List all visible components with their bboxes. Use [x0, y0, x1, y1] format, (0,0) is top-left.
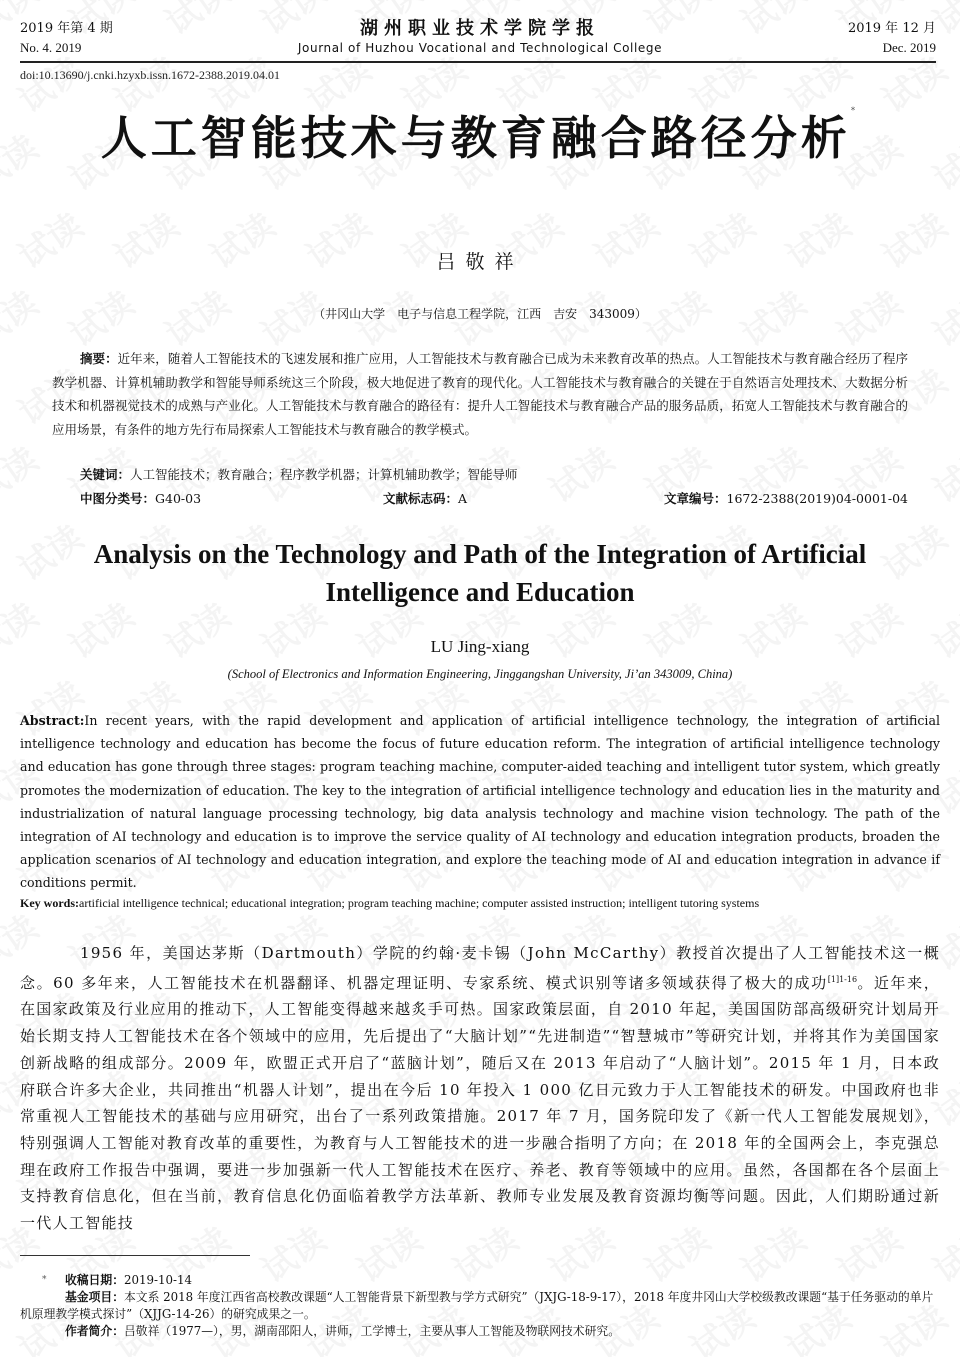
header-divider: [20, 61, 936, 63]
watermark-text: [0, 433, 46, 512]
citation-ref[interactable]: [1]1-16: [827, 974, 858, 984]
keywords-cn: [80, 465, 908, 483]
abstract-en-text: In recent years, with the rapid development and application of artificial intelligence technology, the integration of artificial intelligence technology and education has become the focus of future education reform. The integration of artificial intelligence technology and education has gone through three stages: program teaching machine, computer-aided teaching and intelligent tutor system, which greatly promotes the modernization of education. The key to the integration of artificial intelligence technology and education lies in the maturity and industrialization of natural language processing technology, big data analysis technology and machine vision technology. The path of the integration of AI technology and education is to improve the service quality of AI technology and education integration products, broaden the application scenarios of AI technology and education integration, and explore the teaching mode of AI and education integration in advance if conditions permit.: [20, 713, 940, 891]
article-meta: [80, 489, 908, 509]
received-label: 收稿日期：: [65, 1273, 124, 1287]
affiliation-en: (School of Electronics and Information Engineering, Jinggangshan University, Ji’an 343009, China): [227, 667, 733, 681]
received-value: 2019-10-14: [124, 1273, 193, 1287]
author-bio-label: 作者简介：: [65, 1324, 124, 1338]
date-en: Dec. 2019: [882, 40, 936, 55]
footnote-received: [20, 1272, 940, 1289]
title-text: 人工智能技术与教育融合路径分析: [100, 111, 851, 165]
footnote-divider: [20, 1255, 250, 1256]
clc-number: [80, 489, 201, 507]
doi: doi:10.13690/j.cnki.hzyxb.issn.1672-2388.2019.04.01: [20, 68, 280, 82]
journal-title-cn: 湖州职业技术学院学报: [360, 18, 600, 39]
issue-en: No. 4. 2019: [20, 40, 82, 55]
keywords-en: [20, 896, 940, 911]
body-text-part-2: 。近年来，在国家政策及行业应用的推动下，人工智能变得越来越炙手可热。国家政策层面，自 2010 年起，美国国防部高级研究计划局开始长期支持人工智能技术在各个领域中的应用，先后提出了“大脑计划”“先进制造”“智慧城市”等研究计划，并将其作为美国国家创新战略的组成部分。2009 年，欧盟正式开启了“蓝脑计划”，随后又在 2013 年启动了“人脑计划”。2015 年 1 月，日本政府联合许多大企业，共同推出“机器人计划”，提出在今后 10 年投入 1 000 亿日元致力于人工智能技术的研发。中国政府也非常重视人工智能技术的基础与应用研究，出台了一系列政策措施。2017 年 7 月，国务院印发了《新一代人工智能发展规划》，特别强调人工智能对教育改革的重要性，为教育与人工智能技术的进一步融合指明了方向；在 2018 年的全国两会上，李克强总理在政府工作报告中强调，要进一步加强新一代人工智能技术在医疗、养老、教育等领域中的应用。虽然，各国都在各个层面上支持教育信息化，但在当前，教育信息化仍面临着教学方法革新、教师专业发展及教育资源均衡等问题。因此，人们期盼通过新一代人工智能技: [20, 973, 940, 1233]
date-cn: 2019 年 12 月: [847, 21, 936, 36]
abstract-cn: [52, 347, 908, 441]
footnote-fund: [20, 1289, 940, 1323]
paper-title-cn: [0, 102, 960, 168]
affiliation-cn: （井冈山大学 电子与信息工程学院，江西 吉安 343009）: [313, 307, 647, 321]
abstract-cn-label: 摘要：: [80, 351, 118, 366]
abstract-en: [20, 709, 940, 895]
doc-code-label: 文献标志码：: [383, 491, 459, 506]
abstract-en-label: Abstract:: [20, 713, 85, 728]
footnote-author: [20, 1323, 940, 1340]
abstract-cn-text: 近年来，随着人工智能技术的飞速发展和推广应用，人工智能技术与教育融合已成为未来教育改革的热点。人工智能技术与教育融合经历了程序教学机器、计算机辅助教学和智能导师系统这三个阶段，极大地促进了教育的现代化。人工智能技术与教育融合的关键在于自然语言处理技术、大数据分析技术和机器视觉技术的成熟与产业化。人工智能技术与教育融合的路径有：提升人工智能技术与教育融合产品的服务品质，拓宽人工智能技术与教育融合的应用场景，有条件的地方先行布局探索人工智能技术与教育融合的教学模式。: [52, 351, 908, 437]
title-footnote-marker: *: [850, 106, 860, 116]
doc-code-value: A: [458, 491, 468, 506]
keywords-en-text: artificial intelligence technical; educational integration; program teaching machine; computer assisted instruction; intelligent tutoring systems: [79, 896, 760, 910]
paper-title-en: [20, 535, 940, 611]
fund-value: 本文系 2018 年度江西省高校教改课题“人工智能背景下新型教与学方式研究”（JXJG-18-9-17），2018 年度井冈山大学校级教改课题“基于任务驱动的单片机原理教学模式探讨”（XJJG-14-26）的研究成果之一。: [20, 1290, 934, 1321]
keywords-cn-label: 关键词：: [80, 467, 131, 482]
body-paragraph: [20, 940, 940, 1237]
footnote-marker: *: [42, 1275, 47, 1285]
article-no-value: 1672-2388(2019)04-0001-04: [726, 491, 908, 506]
clc-label: 中图分类号：: [80, 491, 156, 506]
keywords-en-label: Key words:: [20, 896, 79, 910]
clc-value: G40-03: [155, 491, 202, 506]
document-code: [383, 489, 467, 507]
article-number: [664, 489, 908, 507]
author-cn: 吕敬祥: [436, 251, 524, 273]
title-en-line-2: Intelligence and Education: [325, 577, 635, 607]
body-text-part-1: 1956 年，美国达茅斯（Dartmouth）学院的约翰·麦卡锡（John McCarthy）教授首次提出了人工智能技术这一概念。60 多年来，人工智能技术在机器翻译、机器定理证明、专家系统、模式识别等诸多领域获得了极大的成功: [20, 944, 940, 992]
fund-label: 基金项目：: [65, 1290, 124, 1304]
author-en: LU Jing-xiang: [430, 637, 530, 656]
title-en-line-1: Analysis on the Technology and Path of the Integration of Artificial: [93, 539, 867, 569]
issue-cn: 2019 年第 4 期: [20, 21, 113, 36]
journal-title-en: Journal of Huzhou Vocational and Technological College: [297, 41, 663, 55]
keywords-cn-text: 人工智能技术；教育融合；程序教学机器；计算机辅助教学；智能导师: [130, 467, 518, 482]
author-bio-value: 吕敬祥（1977—），男，湖南邵阳人，讲师，工学博士，主要从事人工智能及物联网技术研究。: [124, 1324, 621, 1338]
watermark-text: [922, 433, 960, 512]
article-no-label: 文章编号：: [664, 491, 727, 506]
